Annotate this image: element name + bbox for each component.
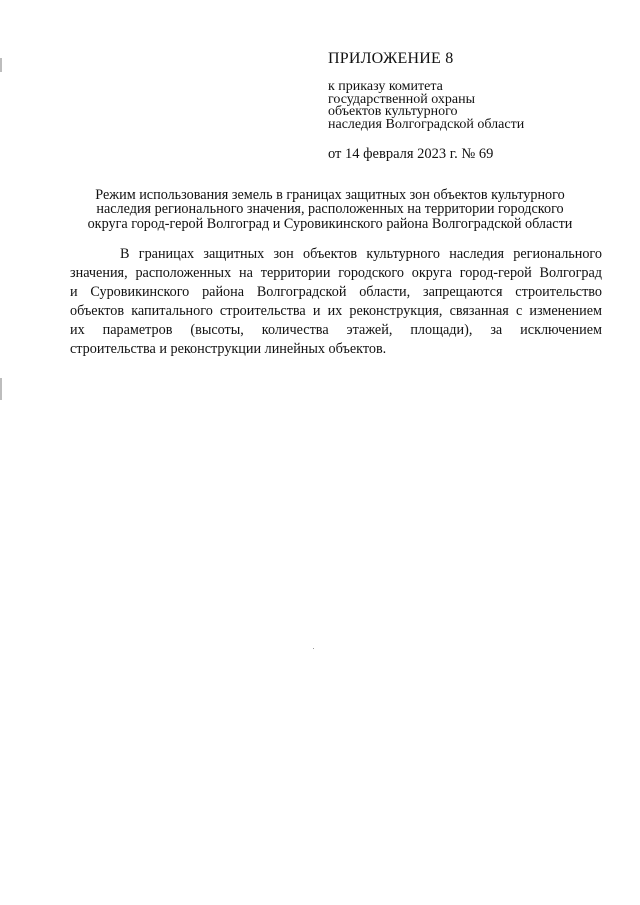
appendix-line: государственной охраны <box>328 91 476 107</box>
document-body <box>70 245 602 360</box>
appendix-line: объектов культурного <box>328 104 458 120</box>
title-line: округа город-герой Волгоград и Суровикинского района Волгоградской области <box>87 215 573 232</box>
scan-speck <box>313 648 314 649</box>
appendix-title: ПРИЛОЖЕНИЕ 8 <box>328 50 454 67</box>
appendix-reference <box>328 81 618 131</box>
title-line: Режим использования земель в границах защитных зон объектов культурного <box>95 187 565 203</box>
title-line: наследия регионального значения, расположенных на территории городского <box>96 201 564 218</box>
body-line: строительства и реконструкции линейных объектов. <box>70 341 387 358</box>
appendix-header <box>328 50 618 162</box>
document-title <box>60 188 600 231</box>
appendix-line: наследия Волгоградской области <box>328 116 525 132</box>
body-line: и Суровикинского района Волгоградской области, запрещаются строительство <box>70 284 602 301</box>
order-date: от 14 февраля 2023 г. № 69 <box>328 146 494 163</box>
scan-edge-mark <box>0 58 2 72</box>
body-line: значения, расположенных на территории городского округа город-герой Волгоград <box>70 265 602 282</box>
body-line: В границах защитных зон объектов культурного наследия регионального <box>120 246 602 262</box>
body-line: их параметров (высоты, количества этажей, площади), за исключением <box>70 322 602 339</box>
body-line: объектов капитального строительства и их реконструкция, связанная с изменением <box>70 303 602 320</box>
appendix-line: к приказу комитета <box>328 79 443 94</box>
scan-edge-mark <box>0 378 2 400</box>
